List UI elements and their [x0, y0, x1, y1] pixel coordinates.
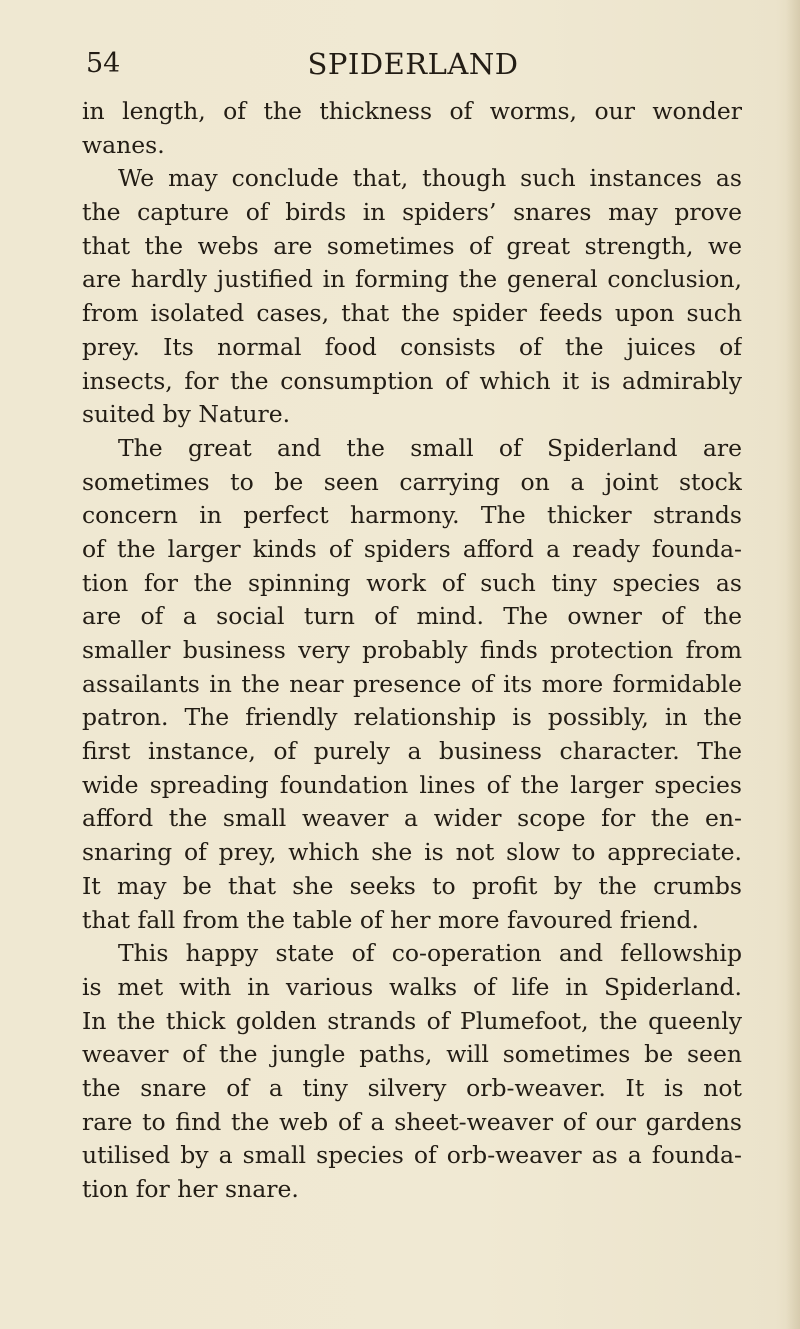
text-line: weaver of the jungle paths, will sometimes be seen: [82, 1040, 742, 1069]
text-line: wide spreading foundation lines of the larger species: [82, 770, 742, 799]
text-line: sometimes to be seen carrying on a joint stock: [82, 467, 742, 496]
text-line: tion for her snare.: [82, 1175, 299, 1203]
text-line: in length, of the thickness of worms, our wonder: [82, 97, 742, 125]
text-line: We may conclude that, though such instances as: [118, 164, 742, 193]
text-line: is met with in various walks of life in Spiderland.: [82, 972, 742, 1001]
page-number: 54: [86, 48, 121, 79]
text-line: utilised by a small species of orb-weaver as a founda-: [82, 1141, 742, 1170]
text-line: snaring of prey, which she is not slow to appreciate.: [82, 838, 742, 867]
text-line: first instance, of purely a business character. The: [82, 737, 742, 766]
text-line: afford the small weaver a wider scope for the en-: [82, 804, 742, 833]
text-line: concern in perfect harmony. The thicker strands: [82, 501, 742, 530]
text-line: of the larger kinds of spiders afford a ready founda-: [82, 534, 742, 563]
running-head: SPIDERLAND: [307, 47, 519, 81]
text-line: patron. The friendly relationship is possibly, in the: [82, 703, 742, 732]
text-line: are hardly justified in forming the general conclusion,: [82, 265, 742, 294]
text-line: from isolated cases, that the spider feeds upon such: [82, 299, 742, 328]
page-header: [86, 44, 740, 84]
text-line: In the thick golden strands of Plumefoot, the queenly: [82, 1006, 742, 1035]
text-line: prey. Its normal food consists of the juices of: [82, 332, 742, 361]
text-line: the snare of a tiny silvery orb-weaver. It is not: [82, 1073, 742, 1102]
text-line: assailants in the near presence of its more formidable: [82, 669, 742, 698]
page-edge-shadow: [786, 0, 800, 1329]
text-line: suited by Nature.: [82, 400, 291, 429]
text-line: wanes.: [82, 130, 165, 159]
text-line: The great and the small of Spiderland are: [118, 433, 742, 462]
text-line: tion for the spinning work of such tiny species as: [82, 568, 742, 597]
text-line: It may be that she seeks to profit by the crumbs: [82, 871, 742, 900]
text-line: smaller business very probably finds protection from: [82, 636, 742, 664]
text-line: that fall from the table of her more favoured friend.: [82, 905, 699, 934]
text-line: that the webs are sometimes of great strength, we: [82, 231, 742, 260]
text-line: This happy state of co-operation and fellowship: [118, 939, 742, 968]
text-line: the capture of birds in spiders’ snares may prove: [82, 198, 742, 227]
text-line: are of a social turn of mind. The owner of the: [82, 602, 742, 631]
text-line: insects, for the consumption of which it is admirably: [82, 366, 742, 395]
body-text: [82, 95, 742, 1207]
text-line: rare to find the web of a sheet-weaver of our gardens: [82, 1107, 742, 1136]
